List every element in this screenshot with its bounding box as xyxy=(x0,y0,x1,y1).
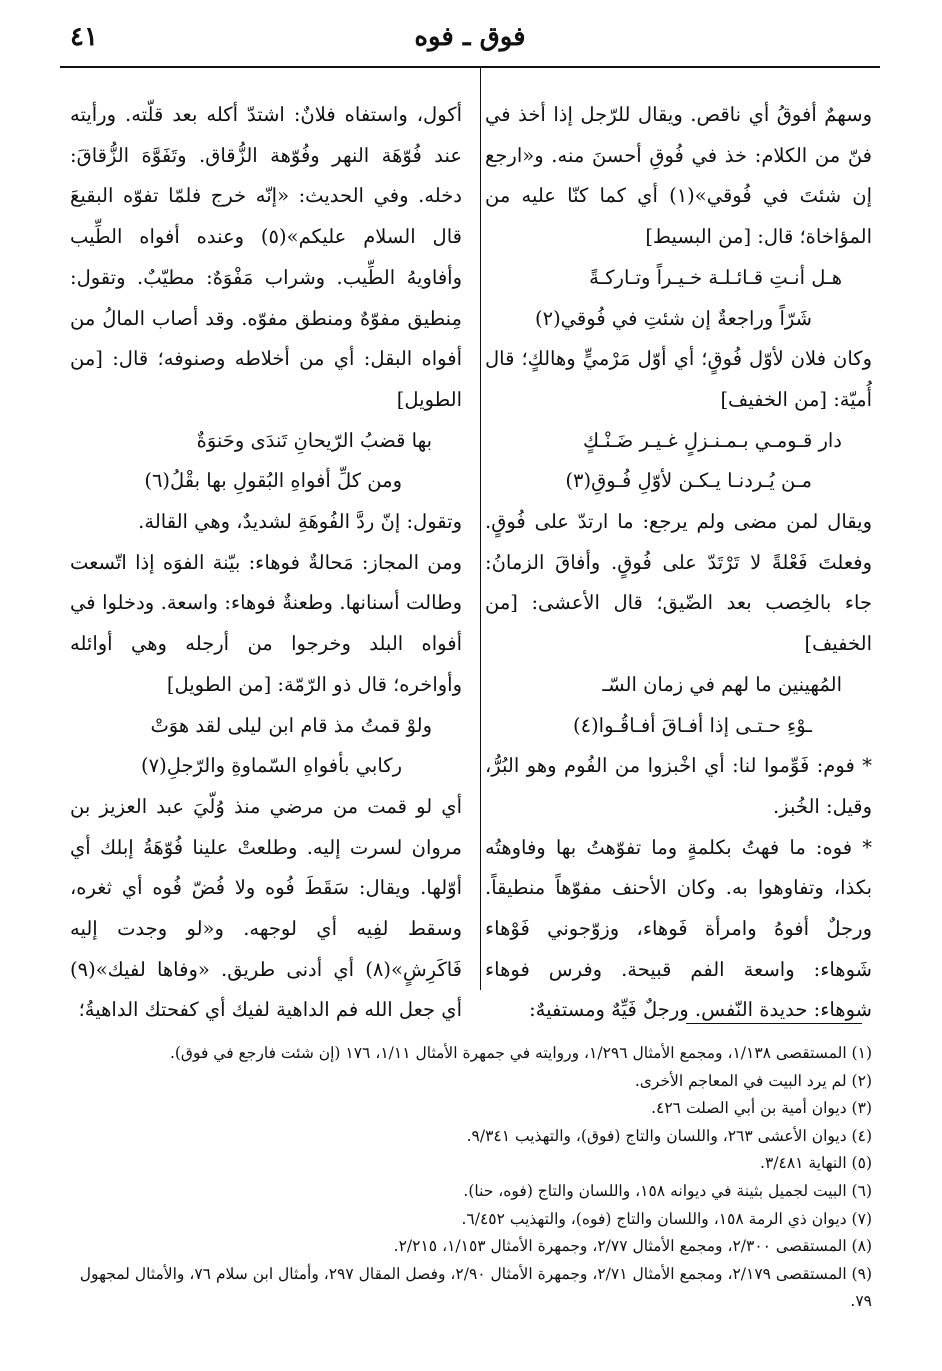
verse-line: ولوْ قمتُ مذ قام ابن ليلى لقد هوَتْ xyxy=(150,713,432,737)
verse-line: هـل أنـتِ قـائـلـة خـيـراً وتـاركـةً xyxy=(589,265,842,289)
footnote: (٦) البيت لجميل بثينة في ديوانه ١٥٨، واللسان والتاج (فوه، حنا). xyxy=(463,1181,872,1200)
footnote: (٤) ديوان الأعشى ٢٦٣، واللسان والتاج (فوق)، والتهذيب ٩/٣٤١. xyxy=(466,1126,872,1145)
verse-line: مـن يُـردنـا يـكـن لأوّلِ فُـوقِ(٣) xyxy=(565,469,812,493)
footnotes xyxy=(62,1040,872,1316)
footnote: (٥) النهاية ٣/٤٨١. xyxy=(760,1154,872,1173)
paragraph: وسهمٌ أفوقُ أي ناقص. ويقال للرّجل إذا أخذ في فنّ من الكلام: خذ في فُوقِ أحسنَ منه. و«ارجع إن شئتَ في فُوقي»(١) أي كما كنّا عليه من المؤاخاة؛ قال: [من البسيط] xyxy=(485,103,872,249)
page-number: ٤١ xyxy=(70,22,98,52)
footnote-separator xyxy=(686,1023,862,1024)
footnote: (٢) لم يرد البيت في المعاجم الأخرى. xyxy=(634,1071,872,1090)
footnote: (٩) المستقصى ٢/١٧٩، ومجمع الأمثال ٢/٧١، وجمهرة الأمثال ٢/٩٠، وفصل المقال ٢٩٧، وأمثال ابن سلام ٧٦، والأمثال لمجهول ٧٩. xyxy=(79,1264,872,1311)
footnote: (١) المستقصى ١/١٣٨، ومجمع الأمثال ١/٢٩٦، وروايته في جمهرة الأمثال ١/١١، ١٧٦ (إن شئت فارجع في فوق). xyxy=(169,1044,872,1062)
verse-line: بها قضبُ الرّيحانِ تَندَى وحَنوَةٌ xyxy=(196,428,432,452)
entry-paragraph: * فوم: فَوِّموا لنا: أي اخْبزوا من الفُوم وهو البُرُّ، وقيل: الخُبز. xyxy=(485,754,872,818)
verse-line: المُهينين ما لهم في زمان السّـ xyxy=(602,672,842,696)
verse-line: شَرّاً وراجعةٌ إن شئتِ في فُوقي(٢) xyxy=(534,306,812,330)
header-rule xyxy=(60,66,880,68)
footnote: (٣) ديوان أمية بن أبي الصلت ٤٢٦. xyxy=(651,1099,872,1118)
running-title: فوق ـ فوه xyxy=(414,22,526,52)
verse-line: ومن كلِّ أفواهِ البُقولِ بها بقْلُ(٦) xyxy=(144,469,402,493)
paragraph: وكان فلان لأوّل فُوقٍ؛ أي أوّل مَرْميٍّ وهالكٍ؛ قال أُميّة: [من الخفيف] xyxy=(485,347,872,411)
paragraph: أكول، واستفاه فلانٌ: اشتدّ أكله بعد قلّته. ورأيته عند فُوّهَة النهر وفُوّهة الزُّقاق. وتَفَوَّهَ الزُّقاقَ: دخله. وفي الحديث: «إنّه خرج فلمّا تفوّه البقيعَ قال السلام عليكم»(٥) وعنده أفواه الطِّيب وأفاويهُ الطِّيب. وشراب مَفْوَهٌ: مطيّبٌ. وتقول: مِنطيق مفوّهٌ ومنطق مفوّه. وقد أصاب المالُ من أفواه البقل: أي من أخلاطه وصنوفه؛ قال: [من الطويل] xyxy=(70,103,462,411)
footnote: (٨) المستقصى ٢/٣٠٠، ومجمع الأمثال ٢/٧٧، وجمهرة الأمثال ١/١٥٣، ٢/٢١٥. xyxy=(393,1237,872,1256)
verse-line: دار قـومـي بـمـنـزلٍ غـيـر ضَـنْـكٍ xyxy=(582,428,842,452)
page-header xyxy=(60,22,880,66)
paragraph: وتقول: إنّ ردَّ الفُوهَةِ لشديدٌ، وهي القالة. xyxy=(138,510,462,534)
paragraph: ويقال لمن مضى ولم يرجع: ما ارتدّ على فُوقٍ. وفعلتَ فَعْلةً لا تَرْتَدّ على فُوقٍ. وأفاقَ الزمانُ: جاء بالخِصب بعد الضّيق؛ قال الأعشى: [من الخفيف] xyxy=(485,510,872,656)
left-column xyxy=(70,95,462,1022)
verse-line: ركابي بأفواهِ السّماوةِ والرّجلِ(٧) xyxy=(141,754,402,778)
entry-paragraph: * فوه: ما فهتُ بكلمةٍ وما تفوّهتُ بها وفاوهتُه بكذا، وتفاوهوا به. وكان الأحنف مفوّهاً منطيقاً. ورجلٌ أفوهُ وامرأة فَوهاء، وزوّجوني فَوْهاء شَوهاء: واسعة الفم قبيحة. وفرس فوهاء شوهاء: حديدة النّفس. ورجلٌ فَيِّهٌ ومستفيهٌ: xyxy=(485,835,872,1022)
paragraph: أي لو قمت من مرضي منذ وُلّيَ عبد العزيز بن مروان لسرت إليه. وطلعتْ علينا فُوّهَةُ إبلك أي أوّلها. ويقال: سَقَطَ فُوه ولا فُضّ فُوه أي ثغره، وسقط لفِيه أي لوجهه. و«لو وجدت إليه فَاكَرِشٍ»(٨) أي أدنى طريق. «وفاها لفيك»(٩) أي جعل الله فم الداهية لفيك أي كفحتك الداهيةُ؛ xyxy=(70,794,462,1022)
verse-line: ـوْءِ حـتـى إذا أفـاقَ أفـاقُـوا(٤) xyxy=(572,713,812,737)
footnote: (٧) ديوان ذي الرمة ١٥٨، واللسان والتاج (فوه)، والتهذيب ٦/٤٥٢. xyxy=(461,1209,872,1228)
paragraph: ومن المجاز: مَحالةٌ فوهاء: بيّنة الفوَه إذا اتّسعت وطالت أسنانها. وطعنةٌ فوهاء: واسعة. ودخلوا في أفواه البلد وخرجوا من أرجله وهي أوائله وأواخره؛ قال ذو الرّمّة: [من الطويل] xyxy=(70,550,462,696)
right-column xyxy=(485,95,872,1022)
column-divider xyxy=(480,66,481,990)
